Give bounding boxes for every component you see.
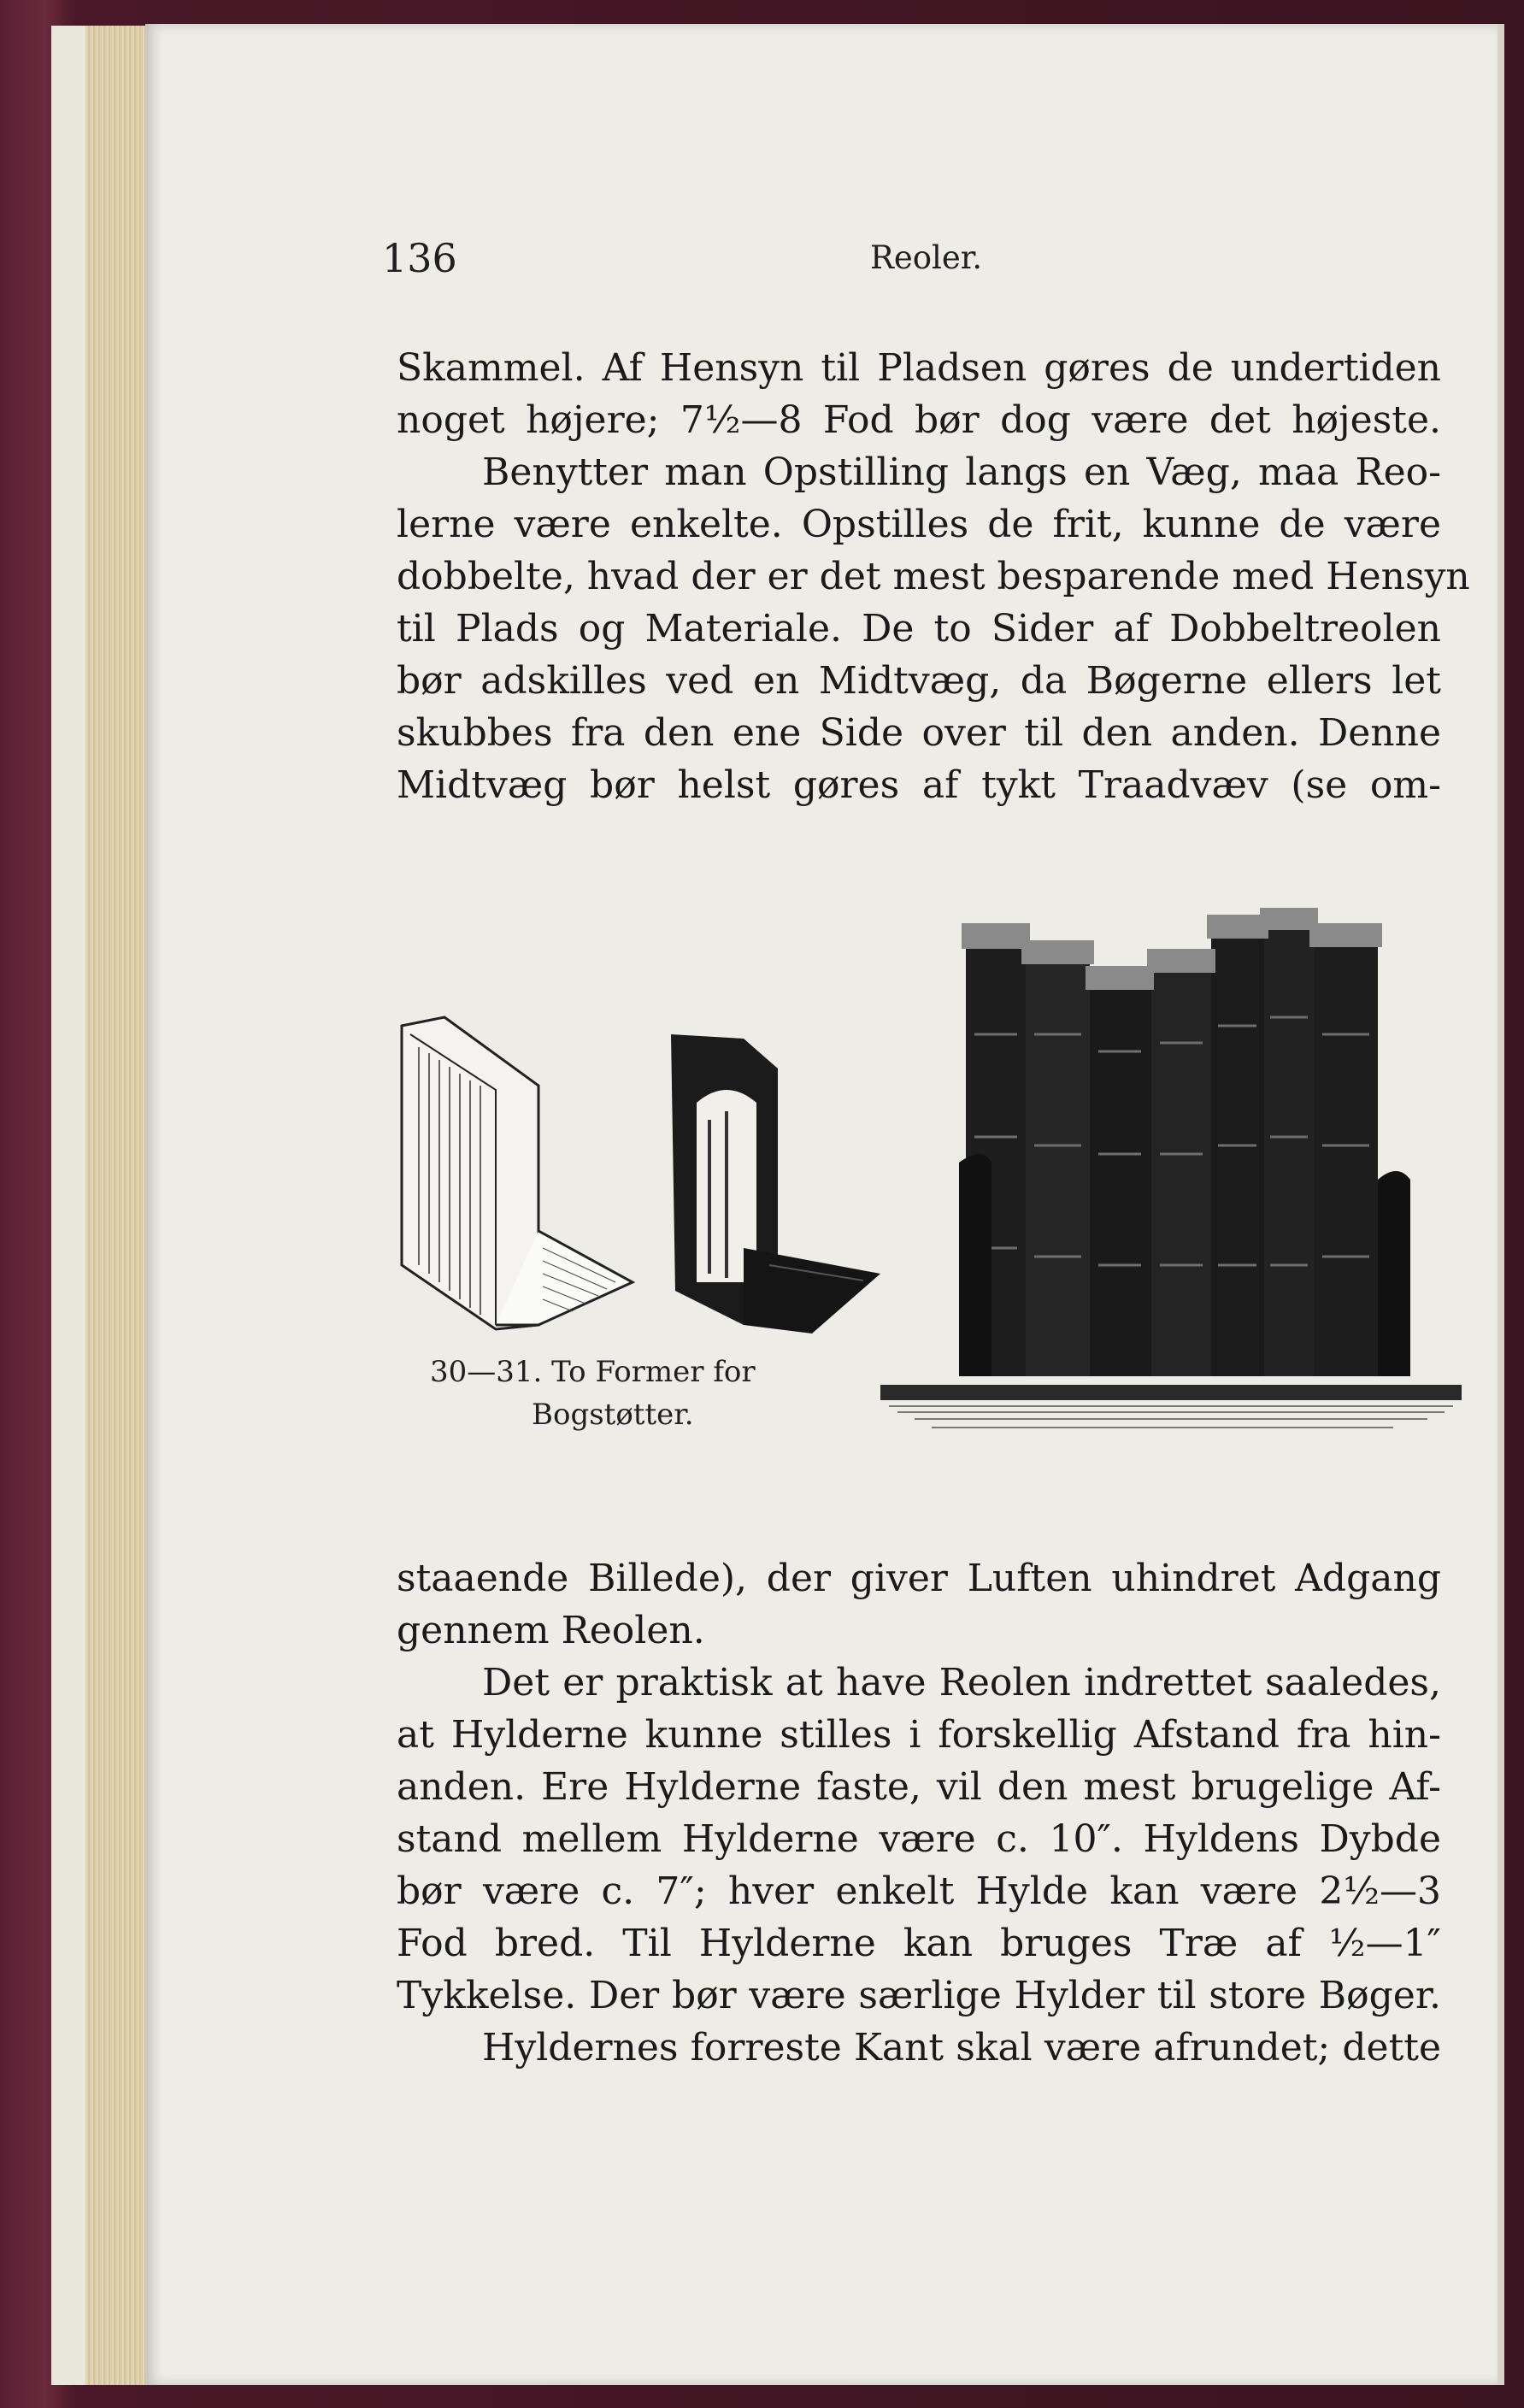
text-line: bør være c. 7″; hver enkelt Hylde kan være 2½—3 — [397, 1869, 1441, 1913]
text-line: Hyldernes forreste Kant skal være afrundet; dette — [482, 2026, 1441, 2069]
dark-bookend-illustration — [671, 1034, 880, 1334]
text-line: Det er praktisk at have Reolen indrettet saaledes, — [482, 1661, 1441, 1704]
text-line: lerne være enkelte. Opstilles de frit, kunne de være — [397, 503, 1441, 546]
page-gutter — [1498, 24, 1504, 2385]
text-line: Fod bred. Til Hylderne kan bruges Træ af ½—1″ — [397, 1922, 1441, 1965]
bookend-figure-left — [368, 906, 897, 1351]
text-line: gennem Reolen. — [397, 1609, 705, 1652]
text-line: stand mellem Hylderne være c. 10″. Hyldens Dybde — [397, 1817, 1441, 1861]
light-bookend-illustration — [402, 1017, 633, 1329]
books-on-shelf-figure — [880, 906, 1462, 1470]
text-line: dobbelte, hvad der er det mest besparende med Hensyn — [397, 555, 1470, 598]
figure-caption-line2: Bogstøtter. — [532, 1398, 694, 1432]
text-line: til Plads og Materiale. De to Sider af Dobbeltreolen — [397, 607, 1441, 651]
text-line: Tykkelse. Der bør være særlige Hylder til store Bøger. — [397, 1974, 1441, 2017]
text-line: Benytter man Opstilling langs en Væg, maa Reo- — [482, 450, 1441, 494]
page-block-edges — [85, 26, 154, 2385]
page-number: 136 — [382, 235, 457, 281]
running-title: Reoler. — [870, 239, 983, 276]
figure-caption-line1: 30—31. To Former for — [430, 1355, 756, 1389]
text-line: skubbes fra den ene Side over til den anden. Denne — [397, 711, 1441, 755]
book-row-illustration — [959, 908, 1410, 1376]
text-line: at Hylderne kunne stilles i forskellig Afstand fra hin- — [397, 1713, 1441, 1757]
shelf-illustration — [880, 1385, 1462, 1428]
text-line: noget højere; 7½—8 Fod bør dog være det højeste. — [397, 398, 1441, 442]
text-line: bør adskilles ved en Midtvæg, da Bøgerne ellers let — [397, 659, 1441, 703]
text-line: staaende Billede), der giver Luften uhindret Adgang — [397, 1557, 1441, 1600]
text-line: anden. Ere Hylderne faste, vil den mest brugelige Af- — [397, 1765, 1441, 1809]
text-line: Skammel. Af Hensyn til Pladsen gøres de undertiden — [397, 346, 1441, 390]
text-line: Midtvæg bør helst gøres af tykt Traadvæv (se om- — [397, 763, 1441, 807]
